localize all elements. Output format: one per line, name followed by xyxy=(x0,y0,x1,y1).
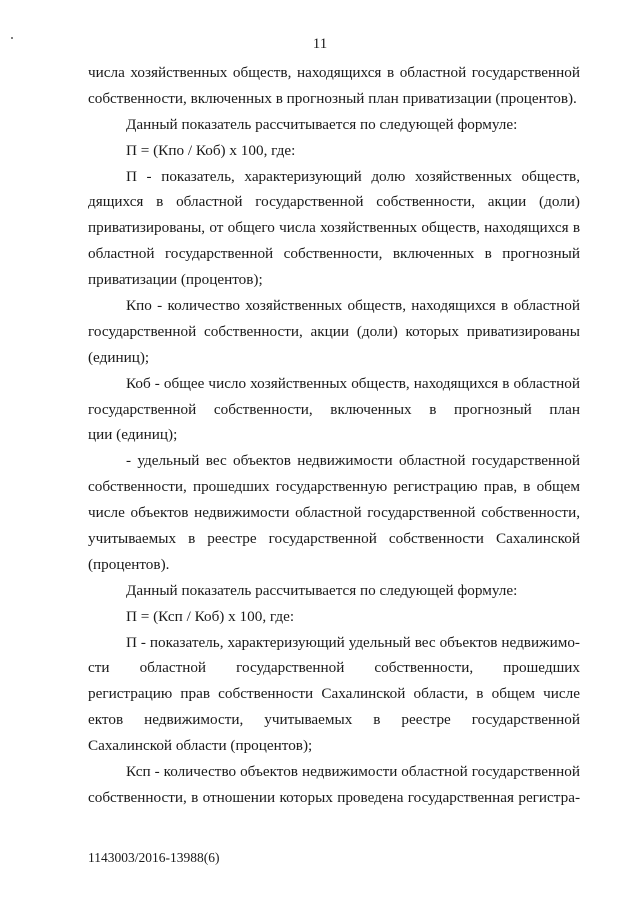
text-line: (единиц); xyxy=(88,348,150,366)
text-line: приватизированы, от общего числа хозяйственных обществ, находящихся в xyxy=(88,219,580,237)
text-line: П = (Ксп / Коб) х 100, где: xyxy=(126,607,295,625)
text-line: Кпо - количество хозяйственных обществ, находящихся в областной xyxy=(126,297,580,315)
document-body xyxy=(88,60,580,811)
document-code: 1143003/2016-13988(6) xyxy=(88,850,220,865)
text-line: дящихся в областной государственной собственности, акции (доли) xyxy=(88,193,580,211)
text-line: государственной собственности, включенных в прогнозный план xyxy=(88,400,580,418)
text-line: государственной собственности, акции (доли) которых приватизированы xyxy=(88,322,580,340)
text-line: П = (Кпо / Коб) х 100, где: xyxy=(126,141,296,159)
text-line: Сахалинской области (процентов); xyxy=(88,737,313,755)
text-line: П - показатель, характеризующий долю хозяйственных обществ, xyxy=(126,167,580,185)
text-line: учитываемых в реестре государственной собственности Сахалинской xyxy=(88,530,580,548)
text-line: сти областной государственной собственности, прошедших xyxy=(88,659,580,677)
text-line: собственности, прошедших государственную регистрацию прав, в общем xyxy=(88,478,580,496)
text-line: Данный показатель рассчитывается по следующей формуле: xyxy=(126,581,518,599)
page-number: 11 xyxy=(312,36,328,52)
text-line: Коб - общее число хозяйственных обществ, находящихся в областной xyxy=(126,374,580,392)
text-line: П - показатель, характеризующий удельный вес объектов недвижимо- xyxy=(126,633,580,651)
text-line: Ксп - количество объектов недвижимости областной государственной xyxy=(126,763,580,781)
text-line: Данный показатель рассчитывается по следующей формуле: xyxy=(126,115,518,133)
text-line: собственности, в отношении которых проведена государственная регистра- xyxy=(88,788,580,806)
text-line: регистрацию прав собственности Сахалинской области, в общем числе xyxy=(88,685,580,703)
text-line: собственности, включенных в прогнозный план приватизации (процентов). xyxy=(88,89,577,107)
text-line: ектов недвижимости, учитываемых в реестре государственной xyxy=(88,711,580,729)
text-line: областной государственной собственности, включенных в прогнозный xyxy=(88,245,580,263)
text-line: числе объектов недвижимости областной государственной собственности, xyxy=(88,504,580,522)
text-line: приватизации (процентов); xyxy=(88,271,263,289)
text-line: (процентов). xyxy=(88,555,170,573)
text-line: ции (единиц); xyxy=(88,426,178,444)
text-line: числа хозяйственных обществ, находящихся в областной государственной xyxy=(88,64,580,81)
text-line: - удельный вес объектов недвижимости областной государственной xyxy=(126,452,580,470)
